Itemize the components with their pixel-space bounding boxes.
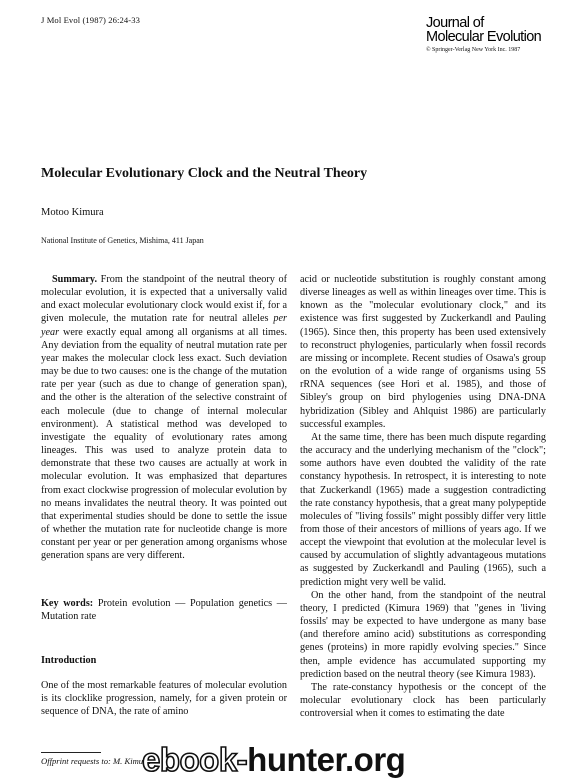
abstract-text-em: per year xyxy=(41,313,287,338)
body-paragraph-4: The rate-constancy hypothesis or the concept of the molecular evolutionary clock has been particularly controversial when it comes to estimating the date xyxy=(300,681,546,720)
body-paragraph-2: At the same time, there has been much dispute regarding the accuracy and the underlying mechanism of the "clock"; some authors have even doubted the validity of the rate constancy hypothesis. In retrospect, it is interesting to note that Zuckerkandl (1965) made a suggestion contradicting the rate constancy hypothesis, that a great many polypeptide molecules of "living fossils" might possibly differ very little from those of their ancestors of millions of years ago. If we accept the viewpoint that evolution at the molecular level is caused by accumulation of slightly advantageous mutations as suggested by Zuckerkandl and Pauling (1965), such a prediction might very well be valid. xyxy=(300,431,546,588)
body-paragraph-3: On the other hand, from the standpoint of the neutral theory, I predicted (Kimura 1969) that "genes in 'living fossils' may be expected to have undergone as many base (and therefore amino acid) substitutions as corresponding genes (proteins) in more rapidly evolving species." Since then, ample evidence has accumulated supporting my prediction based on the neutral theory (see Kimura 1983). xyxy=(300,589,546,680)
footnote-rule xyxy=(41,752,101,753)
right-column xyxy=(300,273,546,720)
keywords-label: Key words: xyxy=(41,598,94,609)
offprint-footnote: Offprint requests to: M. Kimura xyxy=(41,756,151,766)
journal-logo xyxy=(426,17,546,53)
body-paragraph-1: acid or nucleotide substitution is roughly constant among diverse lineages as well as within lineages over time. This is known as the "molecular evolutionary clock," and its existence was first suggested by Zuckerkandl and Pauling (1965). Since then, this property has been used extensively to reconstruct phylogenies, particularly when fossil records are missing or incomplete. Recent studies of Osawa's group on the evolution of a wide range of organisms using 5S rRNA sequences (see Hori et al. 1985), and those of Sibley's group on bird phylogenies using DNA-DNA hybridization (Sibley and Ahlquist 1986) are particularly successful examples. xyxy=(300,274,546,430)
abstract-paragraph xyxy=(41,273,287,562)
journal-copyright: © Springer-Verlag New York Inc. 1987 xyxy=(426,47,521,53)
abstract-text-1: From the standpoint of the neutral theory of molecular evolution, it is expected that a universally valid and exact molecular evolutionary clock would exist if, for a given molecule, the mutation rate for neutral alleles xyxy=(41,274,287,325)
author-affiliation: National Institute of Genetics, Mishima, 411 Japan xyxy=(41,236,204,245)
introduction-paragraph: One of the most remarkable features of molecular evolution is its clocklike progression, namely, for a given protein or sequence of DNA, the rate of amino xyxy=(41,680,287,718)
watermark-part-a: ebook- xyxy=(142,741,248,778)
watermark-logo xyxy=(142,742,565,778)
watermark-part-b: hunter.org xyxy=(247,741,406,778)
journal-name-line1: Journal of xyxy=(426,15,484,31)
keywords-text: Protein evolution — Population genetics — Mutation rate xyxy=(41,598,287,623)
abstract xyxy=(41,273,287,562)
abstract-label: Summary. xyxy=(52,274,97,285)
author-name: Motoo Kimura xyxy=(41,207,104,218)
keywords xyxy=(41,597,287,623)
paper-title: Molecular Evolutionary Clock and the Neutral Theory xyxy=(41,166,368,181)
abstract-text-2: were exactly equal among all organisms at all times. Any deviation from the equality of neutral mutation rate per year makes the molecular clock less exact. Such deviation may be due to two causes: one is the change of the mutation rate per year (such as due to change of generation span), and the other is the alteration of the selective constraint of each molecule (due to change of internal molecular environment). A statistical method was developed to investigate the equality of evolutionary rates among lineages. This was used to analyze protein data to demonstrate that these two causes are actually at work in molecular evolution. It was emphasized that departures from exact clockwise progression of molecular evolution by no means invalidates the neutral theory. It was pointed out that experimental studies should be done to settle the issue of whether the mutation rate for nucleotide change is more constant per year or per generation among organisms whose generation spans are very different. xyxy=(41,326,287,562)
journal-citation: J Mol Evol (1987) 26:24-33 xyxy=(41,15,141,25)
section-heading-introduction: Introduction xyxy=(41,655,97,666)
journal-name-line2: Molecular Evolution xyxy=(426,28,542,45)
